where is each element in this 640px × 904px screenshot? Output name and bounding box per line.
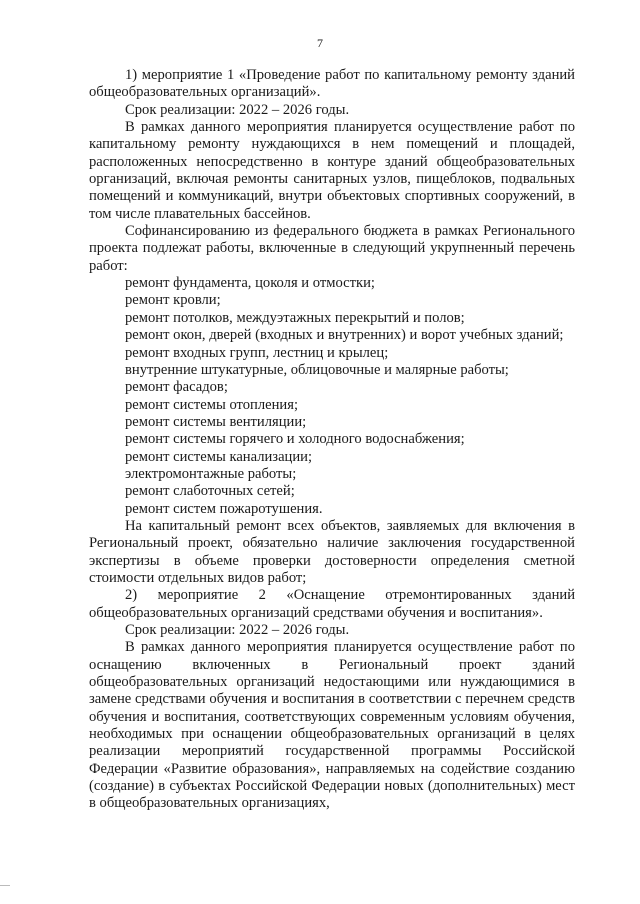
paragraph-cofinancing: Софинансированию из федерального бюджета в рамках Регионального проекта подлежат работы, включенные в следующий укрупненный перечень работ: xyxy=(89,223,575,274)
list-item: ремонт слаботочных сетей; xyxy=(125,483,295,500)
scan-edge-mark xyxy=(0,885,10,886)
paragraph-event-2-term: Срок реализации: 2022 – 2026 годы. xyxy=(125,622,350,638)
list-item: ремонт фундамента, цоколя и отмостки; xyxy=(125,275,375,292)
list-item: ремонт входных групп, лестниц и крылец; xyxy=(125,344,389,361)
works-list xyxy=(89,275,575,518)
paragraph-event-2-description: В рамках данного мероприятия планируется осуществление работ по оснащению включенных в Региональный проект зданий общеобразовательных организаций недостающими или нуждающимися в замене средствами обучения и воспитания в соответствии с перечнем средств обучения и воспитания, соответствующих современным условиям обучения, необходимых при оснащении общеобразовательных организаций в целях реализации мероприятий государственной программы Российской Федерации «Развитие образования», направляемых на содействие созданию (создание) в субъектах Российской Федерации новых (дополнительных) мест в общеобразовательных организациях, xyxy=(89,639,575,812)
list-item: внутренние штукатурные, облицовочные и малярные работы; xyxy=(125,361,509,378)
paragraph-event-2-title: 2) мероприятие 2 «Оснащение отремонтированных зданий общеобразовательных организаций средствами обучения и воспитания». xyxy=(89,587,575,621)
list-item: ремонт системы отопления; xyxy=(125,396,298,413)
list-item: ремонт системы вентиляции; xyxy=(125,413,307,430)
paragraph-event-1-description: В рамках данного мероприятия планируется осуществление работ по капитальному ремонту нуждающихся в нем помещений и площадей, расположенных непосредственно в контуре зданий общеобразовательных организаций, включая ремонты санитарных узлов, пищеблоков, подвальных помещений и коммуникаций, внутри объектовых спортивных сооружений, в том числе плавательных бассейнов. xyxy=(89,119,575,222)
list-item: ремонт фасадов; xyxy=(125,379,228,396)
list-item: ремонт системы канализации; xyxy=(125,448,313,465)
paragraph-expertise: На капитальный ремонт всех объектов, заявляемых для включения в Региональный проект, обязательно наличие заключения государственной экспертизы в объеме проверки достоверности определения сметной стоимости отдельных видов работ; xyxy=(89,517,575,586)
list-item: ремонт систем пожаротушения. xyxy=(125,500,323,517)
paragraph-event-1-term: Срок реализации: 2022 – 2026 годы. xyxy=(125,101,350,118)
list-item: ремонт кровли; xyxy=(125,292,221,309)
paragraph-event-1-title: 1) мероприятие 1 «Проведение работ по капитальному ремонту зданий общеобразовательных организаций». xyxy=(89,67,575,101)
document-body xyxy=(89,67,575,813)
list-item: ремонт потолков, междуэтажных перекрытий и полов; xyxy=(125,309,465,326)
list-item: электромонтажные работы; xyxy=(125,465,297,482)
list-item: ремонт окон, дверей (входных и внутренних) и ворот учебных зданий; xyxy=(125,327,564,344)
page-number: 7 xyxy=(317,36,323,50)
list-item: ремонт системы горячего и холодного водоснабжения; xyxy=(125,431,465,448)
